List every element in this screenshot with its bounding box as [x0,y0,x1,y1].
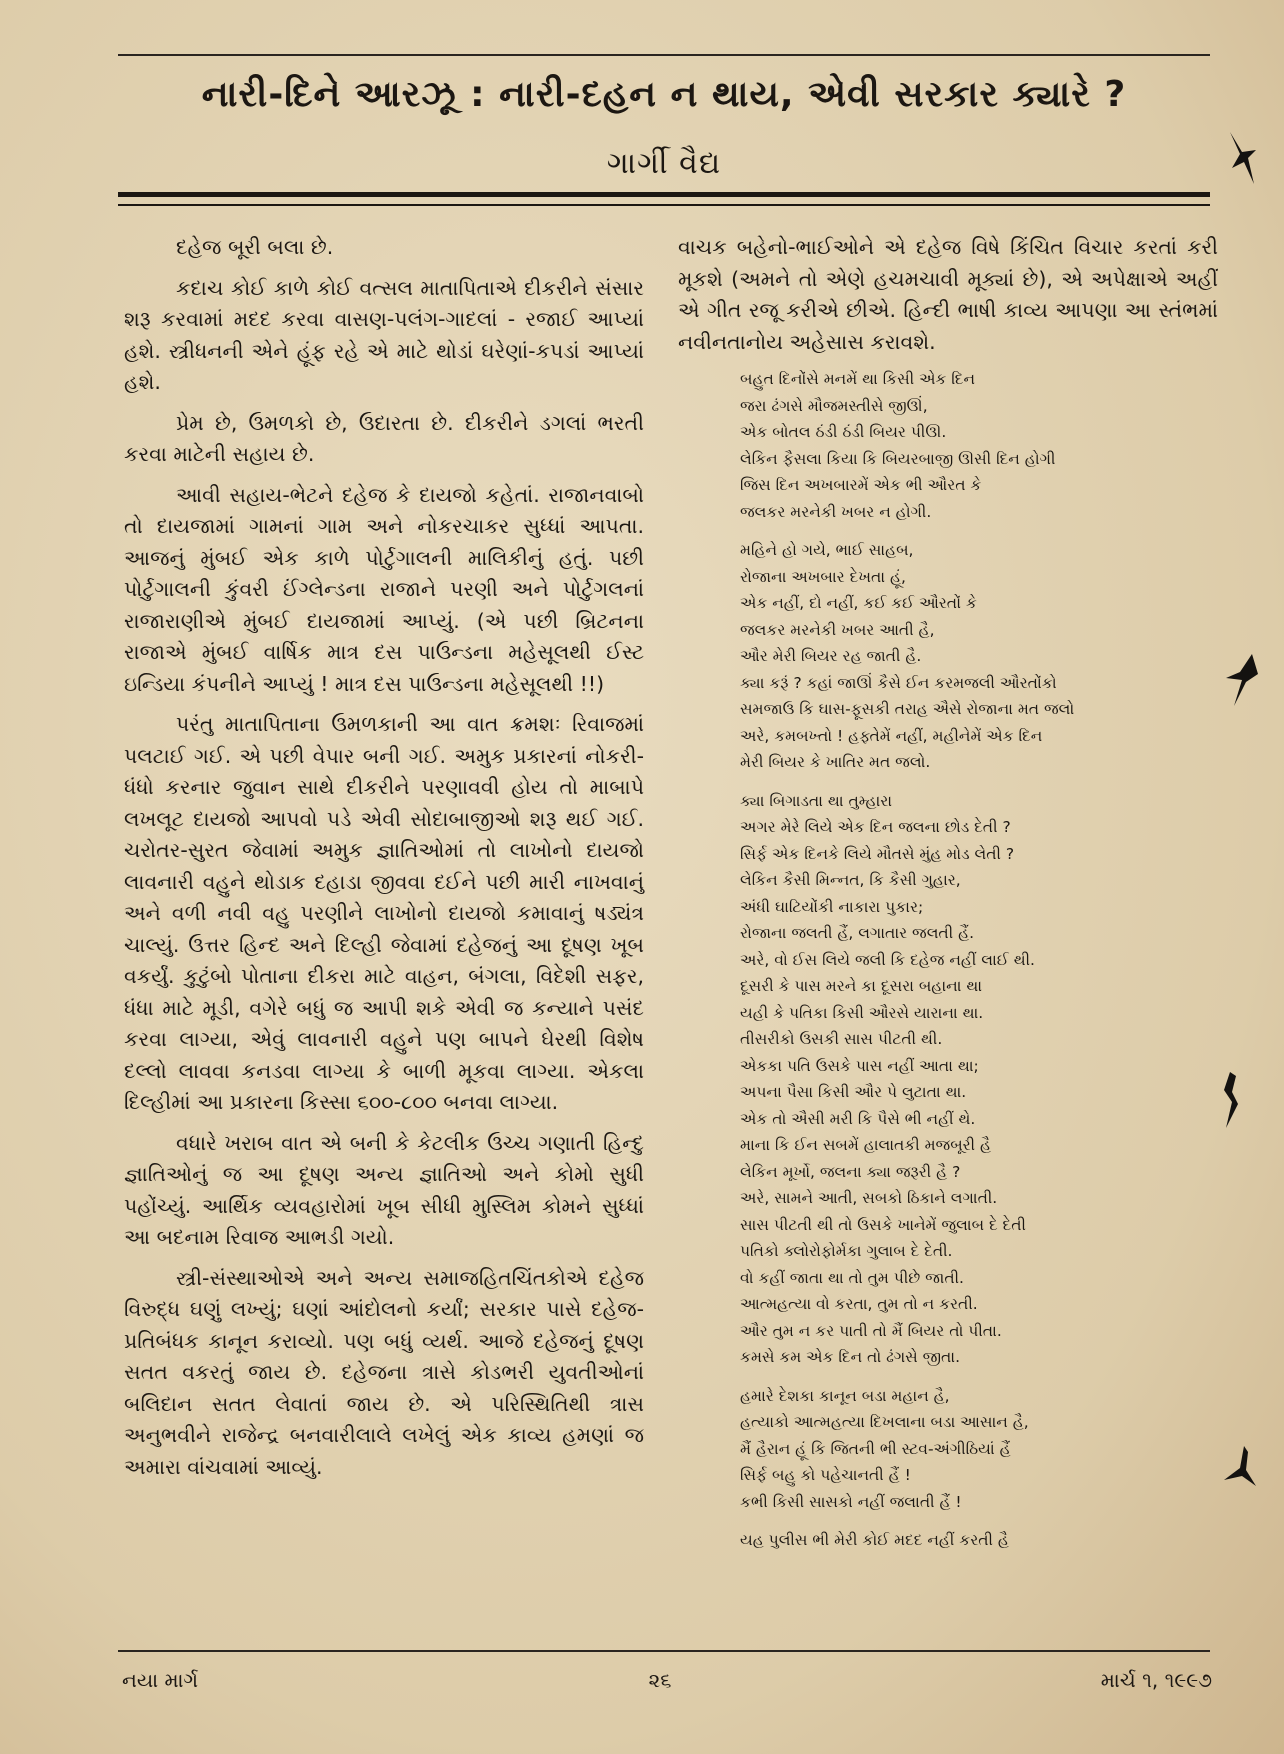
paragraph: સ્ત્રી-સંસ્થાઓએ અને અન્ય સમાજહિતચિંતકોએ દહેજ વિરુદ્ધ ઘણું લખ્યું; ઘણાં આંદોલનો કર્યાં; સરકાર પાસે દહેજ-પ્રતિબંધક કાનૂન કરાવ્યો. પણ બધું વ્યર્થ. આજે દહેજનું દૂષણ સતત વકરતું જાય છે. દહેજના ત્રાસે કોડભરી યુવતીઓનાં બલિદાન સતત લેવાતાં જાય છે. એ પરિસ્થિતિથી ત્રાસ અનુભવીને રાજેન્દ્ર બનવારીલાલે લખેલું એક કાવ્ય હમણાં જ અમારા વાંચવામાં આવ્યું. [124,1265,644,1479]
poem-line: ઔર તુમ ન કર પાતી તો મૈં બિયર તો પીતા. [740,1321,1002,1340]
page-number: ૨૬ [648,1668,672,1692]
paragraph: પરંતુ માતાપિતાના ઉમળકાની આ વાત ક્રમશઃ રિવાજમાં પલટાઈ ગઈ. એ પછી વેપાર બની ગઈ. અમુક પ્રકારનાં નોકરી-ધંધો કરનાર જુવાન સાથે દીકરીને પરણાવવી હોય તો માબાપે લખલૂટ દાયજો આપવો પડે એવી સોદાબાજીઓ શરૂ થઈ ગઈ. ચરોતર-સુરત જેવામાં અમુક જ્ઞાતિઓમાં તો લાખોનો દાયજો લાવનારી વહુને થોડાક દહાડા જીવવા દઈને પછી મારી નાખવાનું અને વળી નવી વહુ પરણીને લાખોનો દાયજો કમાવાનું ષડ્યંત્ર ચાલ્યું. ઉત્તર હિન્દ અને દિલ્હી જેવામાં દહેજનું આ દૂષણ ખૂબ વકર્યું. કુટુંબો પોતાના દીકરા માટે વાહન, બંગલા, વિદેશી સફર, ધંધા માટે મૂડી, વગેરે બધું જ આપી શકે એવી જ કન્યાને પસંદ કરવા લાગ્યા, એવું લાવનારી વહુને પણ બાપને ઘેરથી વિશેષ દલ્લો લાવવા કનડવા લાગ્યા કે બાળી મૂકવા લાગ્યા. એકલા દિલ્હીમાં આ પ્રકારના કિસ્સા ૬૦૦-૮૦૦ બનવા લાગ્યા. [124,712,644,1114]
poem-line: અરે, કમબખ્તો ! હફ્તેમેં નહીં, મહીનેમેં એક દિન [740,726,1043,745]
poem-line: સિર્ફ એક દિનકે લિયે મૌતસે મુંહ મોડ લેતી ? [740,844,1015,863]
poem-line: મેરી બિયર કે ખાતિર મત જલો. [740,753,931,771]
poem-line: માના કિ ઈન સબમેં હાલાતકી મજબૂરી હૈ [740,1136,992,1154]
poem-line: કભી કિસી સાસકો નહીં જલાતી હૈં ! [740,1492,962,1511]
poem-line: જિસ દિન અખબારમેં એક ભી ઔરત કે [740,476,982,494]
poem-line: લેકિન કૈસી મિન્નત, કિ કૈસી ગુહાર, [740,871,961,889]
poem-stanza [740,1383,1218,1516]
paragraph: દહેજ બૂરી બલા છે. [176,235,334,259]
poem-line: રોજાના જલતી હૈં, લગાતાર જલતી હૈં. [740,924,975,942]
poem-line: અપના પૈસા કિસી ઔર પે લુટાતા થા. [740,1083,967,1101]
poem-line: હત્યાકો આત્મહત્યા દિખલાના બડા આસાન હૈ, [740,1413,1029,1431]
poem-line: યહ પુલીસ ભી મેરી કોઈ મદદ નહીં કરતી હૈ [740,1531,1009,1549]
poem-stanza [740,366,1218,525]
poem-line: અરે, વો ઈસ લિયે જલી કિ દહેજ નહીં લાઈ થી. [740,950,1035,969]
poem-line: એકકા પતિ ઉસકે પાસ નહીં આતા થા; [740,1056,979,1075]
poem-line: લેકિન મૂર્ખો, જલના ક્યા જરૂરી હૈ ? [740,1162,961,1181]
poem-line: દૂસરી કે પાસ મરને કા દૂસરા બહાના થા [740,977,983,995]
poem [740,366,1218,1554]
poem-line: લેકિન ફૈસલા કિયા કિ બિયરબાજી ઊસી દિન હોગી [740,449,1056,468]
poem-line: એક તો ઐસી મરી કિ પૈસે ભી નહીં થે. [740,1109,976,1128]
poem-line: ક્યા કરૂં ? કહાં જાઊં કૈસે ઈન કરમજલી ઔરતોંકો [740,673,1057,692]
poem-line: વો કહીં જાતા થા તો તુમ પીછે જાતી. [740,1268,964,1287]
right-column [678,232,1218,1566]
article-title: નારી-દિને આરઝૂ : નારી-દહન ન થાય, એવી સરકાર ક્યારે ? [201,74,1127,115]
poem-line: મહિને હો ગયે, ભાઈ સાહબ, [740,541,914,559]
poem-line: જરા ઢંગસે મૌજમસ્તીસે જીઊં, [740,396,928,415]
poem-line: રોજાના અખબાર દેખતા હૂં, [740,567,906,586]
poem-intro: વાચક બહેનો-ભાઈઓને એ દહેજ વિષે કિંચિત વિચાર કરતાં કરી મૂકશે (અમને તો એણે હચમચાવી મૂક્યાં છે), એ અપેક્ષાએ અહીં એ ગીત રજૂ કરીએ છીએ. હિન્દી ભાષી કાવ્ય આપણા આ સ્તંભમાં નવીનતાનોય અહેસાસ કરાવશે. [678,235,1218,354]
poem-line: ઔર મેરી બિયર રહ જાતી હૈ. [740,647,922,665]
header-rule-thick [118,192,1210,197]
poem-line: મૈં હૈરાન હૂં કિ જિતની ભી સ્ટવ-અંગીઠિયાં હૈં [740,1439,1011,1458]
poem-line: યહી કે પતિકા કિસી ઔરસે યારાના થા. [740,1003,984,1022]
paragraph: વધારે ખરાબ વાત એ બની કે કેટલીક ઉચ્ચ ગણાતી હિન્દુ જ્ઞાતિઓનું જ આ દૂષણ અન્ય જ્ઞાતિઓ અને કોમો સુધી પહોંચ્યું. આર્થિક વ્યવહારોમાં ખૂબ સીધી મુસ્લિમ કોમને સુધ્ધાં આ બદનામ રિવાજ આભડી ગયો. [124,1130,644,1249]
paper-tear-mark [1210,1070,1250,1130]
poem-stanza [740,788,1218,1371]
paragraph: પ્રેમ છે, ઉમળકો છે, ઉદારતા છે. દીકરીને ડગલાં ભરતી કરવા માટેની સહાય છે. [124,410,644,466]
poem-line: હમારે દેશકા કાનૂન બડા મહાન હૈ, [740,1386,950,1405]
poem-line: સિર્ફ બહુ કો પહેચાનતી હૈં ! [740,1466,911,1484]
poem-stanza [740,537,1218,776]
header-rule-thin [118,204,1210,206]
paper-tear-mark [1222,128,1262,188]
poem-line: બહુત દિનોંસે મનમેં થા કિસી એક દિન [740,370,976,388]
poem-line: સાસ પીટતી થી તો ઉસકે ખાનેમેં જુલાબ દે દેતી [740,1215,1026,1234]
poem-line: ક્યા બિગાડતા થા તુમ્હારા [740,791,893,810]
poem-line: અરે, સામને આતી, સબકો ઠિકાને લગાતી. [740,1189,998,1207]
poem-line: એક નહીં, દો નહીં, કઈ કઈ ઔરતોં કે [740,594,977,612]
poem-stanza [740,1527,1218,1554]
top-rule [118,54,1210,56]
left-column [124,232,644,1492]
poem-line: કમસે કમ એક દિન તો ઢંગસે જીતા. [740,1348,961,1366]
poem-line: એક બોતલ ઠંડી ઠંડી બિયર પીઊ. [740,423,947,441]
poem-line: આત્મહત્યા વો કરતા, તુમ તો ન કરતી. [740,1295,978,1313]
publication-name: નયા માર્ગ [122,1668,199,1692]
footer-rule [118,1650,1210,1652]
poem-line: જલકર મરનેકી ખબર ન હોગી. [740,502,932,521]
paragraph: આવી સહાય-ભેટને દહેજ કે દાયજો કહેતાં. રાજાનવાબો તો દાયજામાં ગામનાં ગામ અને નોકરચાકર સુધ્ધાં આપતા. આજનું મુંબઈ એક કાળે પોર્ટુગાલની માલિકીનું હતું. પછી પોર્ટુગાલની કુંવરી ઈંગ્લેન્ડના રાજાને પરણી અને પોર્ટુગલનાં રાજારાણીએ મુંબઈ દાયજામાં આપ્યું. (એ પછી બ્રિટનના રાજાએ મુંબઈ વાર્ષિક માત્ર દસ પાઉન્ડના મહેસૂલથી ઈસ્ટ ઇન્ડિયા કંપનીને આપ્યું ! માત્ર દસ પાઉન્ડના મહેસૂલથી !!) [124,482,644,696]
issue-date: માર્ચ ૧, ૧૯૯૭ [1100,1668,1212,1692]
paper-tear-mark [1220,1444,1260,1504]
poem-line: અગર મેરે લિયે એક દિન જલના છોડ દેતી ? [740,818,1011,836]
poem-line: સમજાઉ કિ ઘાસ-ફૂસકી તરાહ ઐસે રોજાના મત જલો [740,700,1075,718]
poem-line: પતિકો ક્લોરોફોર્મકા ગુલાબ દે દેતી. [740,1242,953,1260]
paragraph: કદાચ કોઈ કાળે કોઈ વત્સલ માતાપિતાએ દીકરીને સંસાર શરૂ કરવામાં મદદ કરવા વાસણ-પલંગ-ગાદલાં - રજાઈ આપ્યાં હશે. સ્ત્રીધનની એને હૂંફ રહે એ માટે થોડાં ઘરેણાં-કપડાં આપ્યાં હશે. [124,275,644,394]
author-name: ગાર્ગી વૈદ્ય [606,146,722,181]
paper-tear-mark [1222,650,1262,710]
poem-line: જલકર મરનેકી ખબર આતી હૈ, [740,620,935,639]
poem-line: તીસરીકો ઉસકી સાસ પીટતી થી. [740,1030,943,1048]
poem-line: અંધી ઘાટિયોંકી નાકારા પુકાર; [740,897,924,916]
